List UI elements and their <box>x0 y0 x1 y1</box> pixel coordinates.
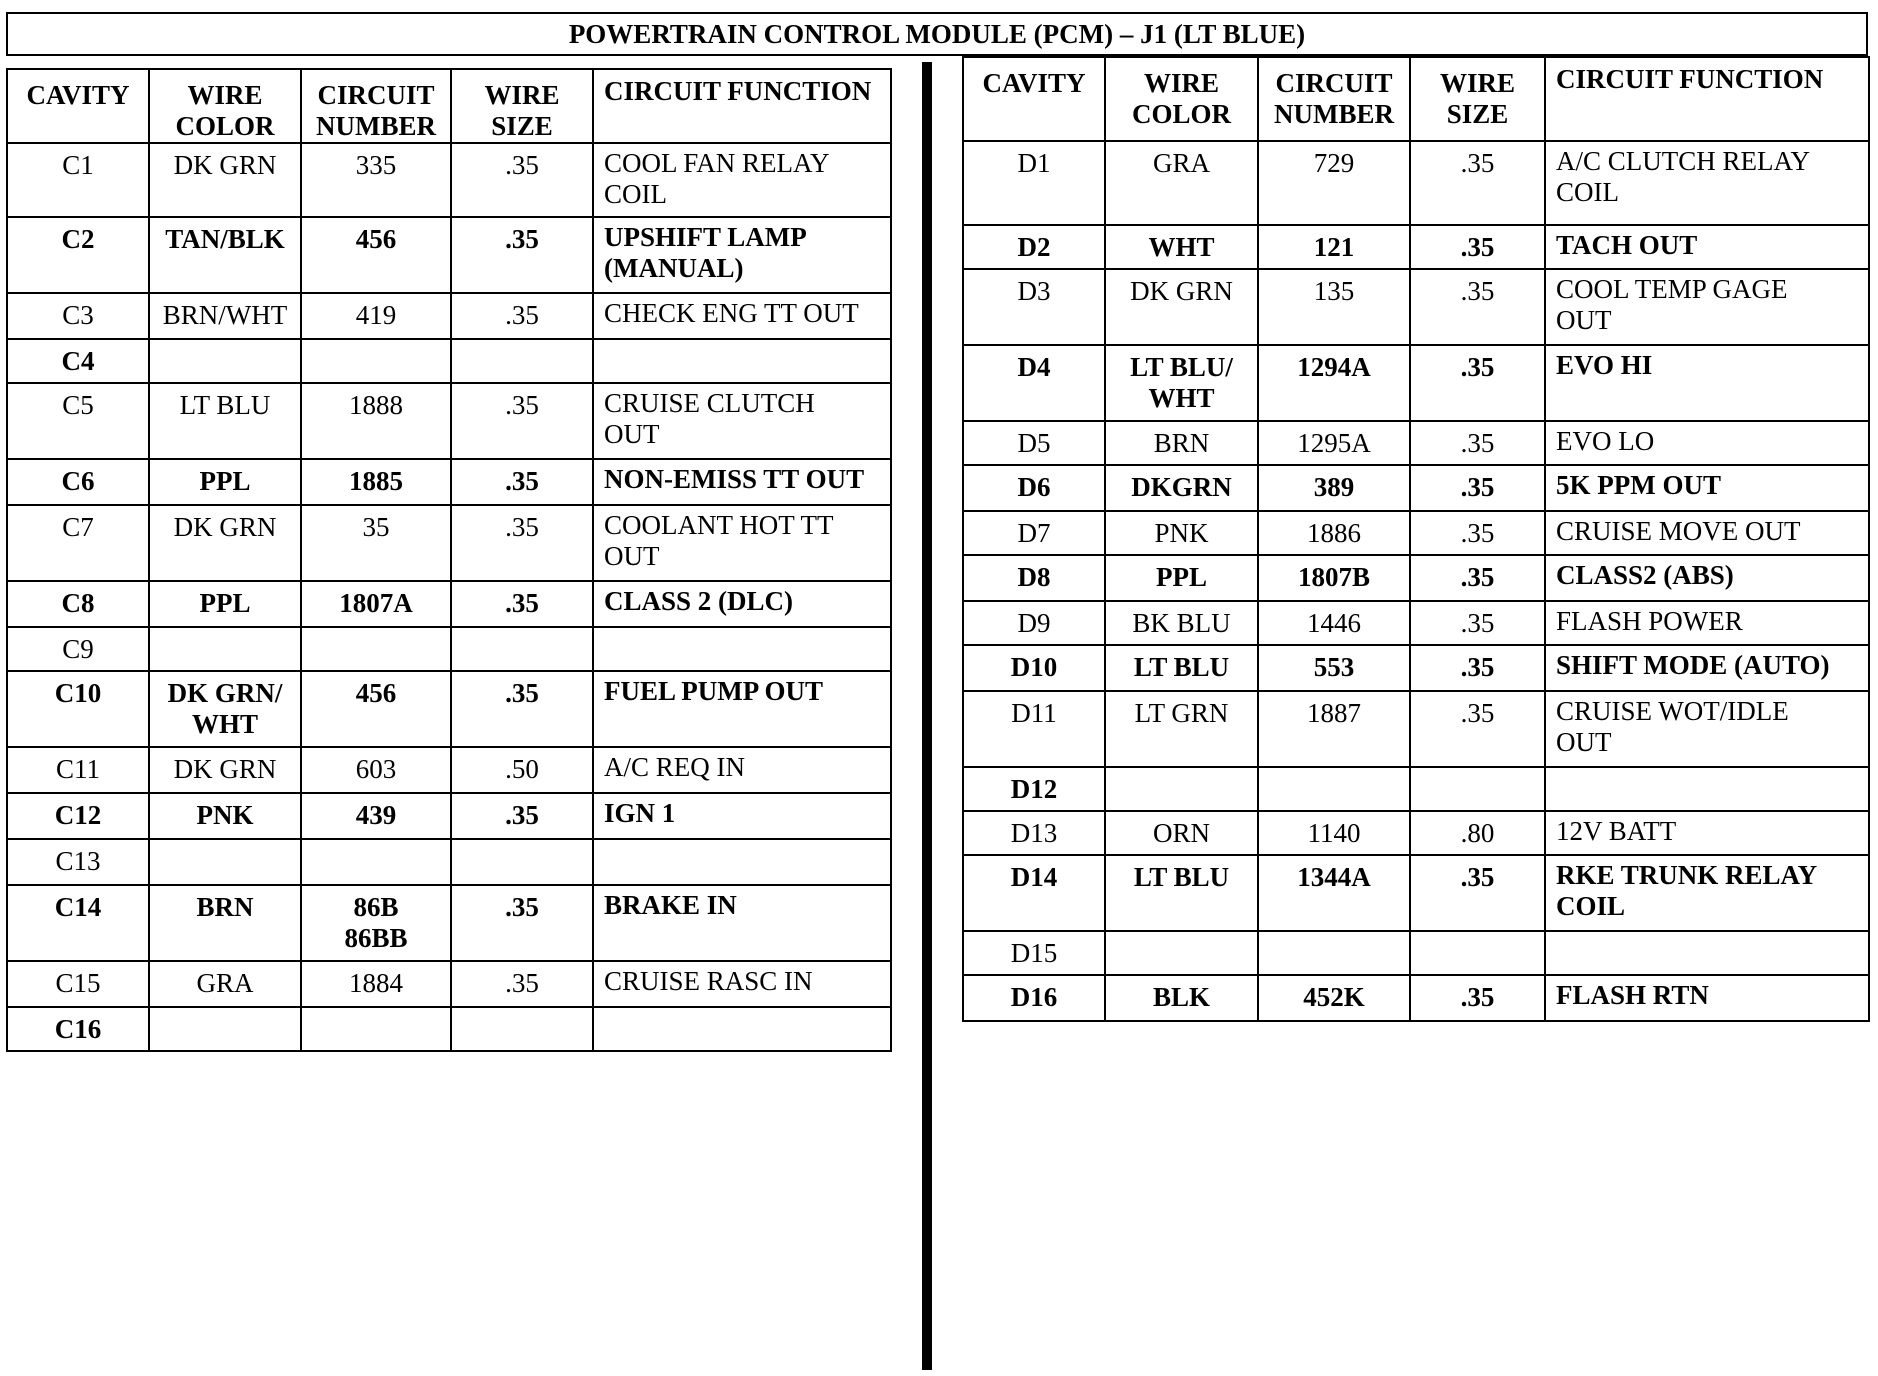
cell-circuit: 1807A <box>301 581 451 627</box>
cell-size: .35 <box>1410 511 1545 555</box>
table-row <box>963 225 1869 269</box>
cell-color: TAN/BLK <box>149 217 301 293</box>
cell-function: UPSHIFT LAMP (MANUAL) <box>593 217 891 293</box>
cell-color: PPL <box>149 459 301 505</box>
cell-color: BK BLU <box>1105 601 1258 645</box>
cell-cavity: C5 <box>7 383 149 459</box>
cell-cavity: D2 <box>963 225 1105 269</box>
cell-size <box>1410 767 1545 811</box>
header-row <box>963 57 1869 141</box>
table-row <box>7 961 891 1007</box>
cell-cavity: C10 <box>7 671 149 747</box>
table-row <box>963 931 1869 975</box>
cell-size: .35 <box>451 459 593 505</box>
cell-size: .35 <box>451 383 593 459</box>
cell-size: .80 <box>1410 811 1545 855</box>
cell-color <box>149 627 301 671</box>
cell-color: PPL <box>1105 555 1258 601</box>
cell-size: .35 <box>1410 645 1545 691</box>
cell-cavity: C3 <box>7 293 149 339</box>
cell-color: LT BLU <box>1105 855 1258 931</box>
cell-cavity: D7 <box>963 511 1105 555</box>
cell-circuit: 135 <box>1258 269 1410 345</box>
center-divider <box>922 62 932 1370</box>
cell-cavity: C12 <box>7 793 149 839</box>
cell-cavity: C11 <box>7 747 149 793</box>
column-header: CIRCUIT FUNCTION <box>1545 57 1869 141</box>
cell-cavity: D1 <box>963 141 1105 225</box>
cell-color <box>1105 931 1258 975</box>
cell-circuit <box>301 839 451 885</box>
cell-circuit: 1807B <box>1258 555 1410 601</box>
cell-circuit: 729 <box>1258 141 1410 225</box>
cell-circuit: 1344A <box>1258 855 1410 931</box>
cell-cavity: D14 <box>963 855 1105 931</box>
table-row <box>7 505 891 581</box>
cell-function: COOLANT HOT TT OUT <box>593 505 891 581</box>
cell-circuit: 1885 <box>301 459 451 505</box>
cell-cavity: C16 <box>7 1007 149 1051</box>
cell-circuit: 35 <box>301 505 451 581</box>
column-header: WIRE SIZE <box>1410 57 1545 141</box>
table-row <box>963 269 1869 345</box>
table-row <box>963 555 1869 601</box>
cell-size: .35 <box>1410 975 1545 1021</box>
cell-color: DK GRN/ WHT <box>149 671 301 747</box>
cell-circuit <box>301 1007 451 1051</box>
cell-circuit: 1294A <box>1258 345 1410 421</box>
cell-function <box>593 627 891 671</box>
table-row <box>7 793 891 839</box>
cell-function <box>593 339 891 383</box>
cell-size: .35 <box>451 793 593 839</box>
cell-size: .35 <box>451 505 593 581</box>
cell-color: BRN <box>149 885 301 961</box>
table-row <box>7 383 891 459</box>
cell-function: A/C REQ IN <box>593 747 891 793</box>
cell-cavity: D16 <box>963 975 1105 1021</box>
cell-cavity: C9 <box>7 627 149 671</box>
cell-cavity: D5 <box>963 421 1105 465</box>
cell-cavity: C7 <box>7 505 149 581</box>
cell-circuit: 439 <box>301 793 451 839</box>
cell-cavity: D3 <box>963 269 1105 345</box>
cell-color: WHT <box>1105 225 1258 269</box>
cell-function: BRAKE IN <box>593 885 891 961</box>
cell-size: .35 <box>1410 269 1545 345</box>
cell-cavity: D12 <box>963 767 1105 811</box>
cell-function <box>593 839 891 885</box>
cell-cavity: D4 <box>963 345 1105 421</box>
table-row <box>963 645 1869 691</box>
cell-circuit: 335 <box>301 143 451 217</box>
cell-color: DK GRN <box>149 143 301 217</box>
column-header: CAVITY <box>963 57 1105 141</box>
cell-size: .35 <box>1410 601 1545 645</box>
page-title: POWERTRAIN CONTROL MODULE (PCM) – J1 (LT BLUE) <box>6 12 1868 56</box>
cell-size <box>451 339 593 383</box>
cell-function: NON-EMISS TT OUT <box>593 459 891 505</box>
cell-function: A/C CLUTCH RELAY COIL <box>1545 141 1869 225</box>
cell-circuit: 1884 <box>301 961 451 1007</box>
column-header: WIRE COLOR <box>149 69 301 143</box>
cell-size: .35 <box>1410 345 1545 421</box>
cell-function: FUEL PUMP OUT <box>593 671 891 747</box>
cell-cavity: D13 <box>963 811 1105 855</box>
cell-size <box>1410 931 1545 975</box>
cell-function: 12V BATT <box>1545 811 1869 855</box>
cell-color: DK GRN <box>149 747 301 793</box>
cell-function: CHECK ENG TT OUT <box>593 293 891 339</box>
cell-circuit: 419 <box>301 293 451 339</box>
cell-size: .35 <box>1410 421 1545 465</box>
cell-circuit <box>1258 767 1410 811</box>
cell-color: LT BLU <box>1105 645 1258 691</box>
column-header: WIRE COLOR <box>1105 57 1258 141</box>
cell-cavity: C8 <box>7 581 149 627</box>
cell-color: GRA <box>149 961 301 1007</box>
cell-cavity: D6 <box>963 465 1105 511</box>
table-row <box>7 747 891 793</box>
cell-function: EVO LO <box>1545 421 1869 465</box>
table-row <box>7 671 891 747</box>
column-header: CIRCUIT NUMBER <box>301 69 451 143</box>
cell-circuit: 456 <box>301 671 451 747</box>
cell-function: CRUISE CLUTCH OUT <box>593 383 891 459</box>
cell-circuit: 1886 <box>1258 511 1410 555</box>
cell-color: DK GRN <box>149 505 301 581</box>
cell-size: .50 <box>451 747 593 793</box>
cell-color: BLK <box>1105 975 1258 1021</box>
cell-function: EVO HI <box>1545 345 1869 421</box>
cell-function: CLASS2 (ABS) <box>1545 555 1869 601</box>
cell-circuit: 1446 <box>1258 601 1410 645</box>
cell-color: LT GRN <box>1105 691 1258 767</box>
cell-function <box>593 1007 891 1051</box>
cell-size: .35 <box>451 961 593 1007</box>
cell-function: CRUISE RASC IN <box>593 961 891 1007</box>
cell-color: BRN/WHT <box>149 293 301 339</box>
cell-function: SHIFT MODE (AUTO) <box>1545 645 1869 691</box>
table-row <box>7 217 891 293</box>
table-row <box>963 811 1869 855</box>
cell-color: BRN <box>1105 421 1258 465</box>
cell-size: .35 <box>451 885 593 961</box>
cell-size: .35 <box>1410 855 1545 931</box>
header-row <box>7 69 891 143</box>
cell-cavity: D9 <box>963 601 1105 645</box>
cell-circuit: 86B 86BB <box>301 885 451 961</box>
cell-function: FLASH POWER <box>1545 601 1869 645</box>
cell-size: .35 <box>451 143 593 217</box>
table-row <box>963 767 1869 811</box>
cell-function <box>1545 767 1869 811</box>
cell-circuit: 1140 <box>1258 811 1410 855</box>
cell-circuit: 389 <box>1258 465 1410 511</box>
cell-cavity: C2 <box>7 217 149 293</box>
cell-cavity: C13 <box>7 839 149 885</box>
cell-circuit: 1887 <box>1258 691 1410 767</box>
cell-function: IGN 1 <box>593 793 891 839</box>
table-row <box>963 345 1869 421</box>
cell-function: COOL TEMP GAGE OUT <box>1545 269 1869 345</box>
cell-circuit: 553 <box>1258 645 1410 691</box>
cell-size: .35 <box>1410 555 1545 601</box>
cell-circuit: 452K <box>1258 975 1410 1021</box>
cell-function: TACH OUT <box>1545 225 1869 269</box>
table-row <box>7 885 891 961</box>
cell-size: .35 <box>451 217 593 293</box>
cell-cavity: C6 <box>7 459 149 505</box>
cell-cavity: C15 <box>7 961 149 1007</box>
table-row <box>963 601 1869 645</box>
cell-function: 5K PPM OUT <box>1545 465 1869 511</box>
cell-size: .35 <box>451 581 593 627</box>
cell-size: .35 <box>1410 691 1545 767</box>
table-row <box>963 975 1869 1021</box>
cell-circuit: 603 <box>301 747 451 793</box>
table-row <box>7 581 891 627</box>
cell-size: .35 <box>1410 465 1545 511</box>
cell-cavity: D15 <box>963 931 1105 975</box>
cell-size: .35 <box>1410 225 1545 269</box>
cell-circuit <box>301 627 451 671</box>
cell-color <box>1105 767 1258 811</box>
table-row <box>7 339 891 383</box>
cell-circuit: 1888 <box>301 383 451 459</box>
table-row <box>963 855 1869 931</box>
cell-color: LT BLU <box>149 383 301 459</box>
cell-function: FLASH RTN <box>1545 975 1869 1021</box>
table-row <box>7 143 891 217</box>
table-row <box>963 141 1869 225</box>
cell-size: .35 <box>1410 141 1545 225</box>
cell-color <box>149 839 301 885</box>
cavity-table-c <box>6 68 892 1052</box>
cell-color: DKGRN <box>1105 465 1258 511</box>
cell-size <box>451 1007 593 1051</box>
cell-size: .35 <box>451 293 593 339</box>
cell-function <box>1545 931 1869 975</box>
cell-color: GRA <box>1105 141 1258 225</box>
cell-function: CRUISE MOVE OUT <box>1545 511 1869 555</box>
cell-size <box>451 627 593 671</box>
cell-function: COOL FAN RELAY COIL <box>593 143 891 217</box>
cell-circuit <box>1258 931 1410 975</box>
table-row <box>7 459 891 505</box>
cell-circuit <box>301 339 451 383</box>
cell-function: CLASS 2 (DLC) <box>593 581 891 627</box>
cell-color: PNK <box>1105 511 1258 555</box>
cell-cavity: C4 <box>7 339 149 383</box>
column-header: WIRE SIZE <box>451 69 593 143</box>
column-header: CIRCUIT FUNCTION <box>593 69 891 143</box>
cell-color <box>149 1007 301 1051</box>
table-row <box>963 421 1869 465</box>
cell-function: CRUISE WOT/IDLE OUT <box>1545 691 1869 767</box>
table-row <box>7 627 891 671</box>
table-row <box>963 511 1869 555</box>
cell-circuit: 1295A <box>1258 421 1410 465</box>
cell-color: ORN <box>1105 811 1258 855</box>
table-row <box>963 691 1869 767</box>
cell-size: .35 <box>451 671 593 747</box>
cell-color: PPL <box>149 581 301 627</box>
cell-circuit: 121 <box>1258 225 1410 269</box>
cell-color <box>149 339 301 383</box>
cell-color: DK GRN <box>1105 269 1258 345</box>
cell-cavity: D10 <box>963 645 1105 691</box>
table-row <box>7 1007 891 1051</box>
cell-function: RKE TRUNK RELAY COIL <box>1545 855 1869 931</box>
cell-cavity: D11 <box>963 691 1105 767</box>
cell-circuit: 456 <box>301 217 451 293</box>
cell-cavity: C14 <box>7 885 149 961</box>
table-row <box>7 839 891 885</box>
table-row <box>963 465 1869 511</box>
cavity-table-d <box>962 56 1870 1022</box>
cell-size <box>451 839 593 885</box>
column-header: CIRCUIT NUMBER <box>1258 57 1410 141</box>
cell-cavity: C1 <box>7 143 149 217</box>
cell-cavity: D8 <box>963 555 1105 601</box>
cell-color: PNK <box>149 793 301 839</box>
table-row <box>7 293 891 339</box>
column-header: CAVITY <box>7 69 149 143</box>
cell-color: LT BLU/ WHT <box>1105 345 1258 421</box>
